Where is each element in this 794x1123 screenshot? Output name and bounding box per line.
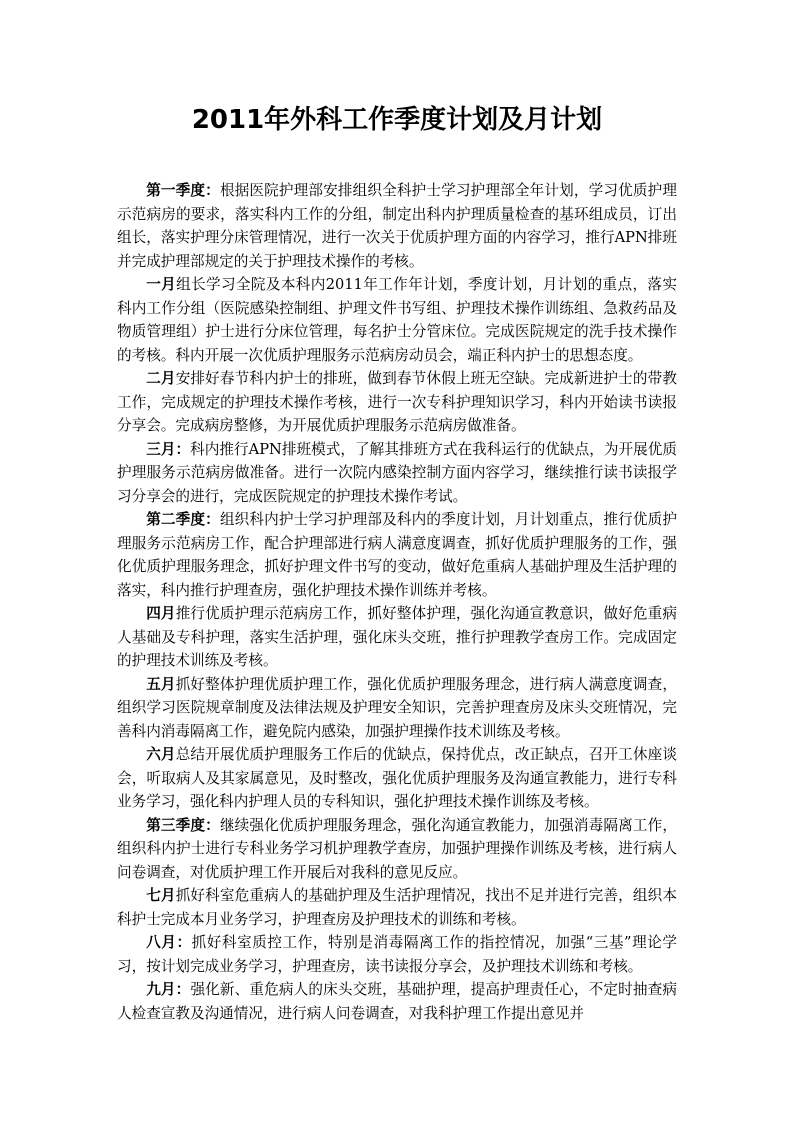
- month-label: 七月: [146, 887, 176, 904]
- paragraph-text: 安排好春节科内护士的排班，做到春节休假上班无空缺。完成新进护士的带教工作，完成规定的护理技术操作考核，进行一次专科护理知识学习，科内开始读书读报分享会。完成病房整修，为开展优质护理服务示范病房做准备。: [117, 370, 677, 434]
- paragraph-aug: [117, 931, 677, 978]
- paragraph-text: 强化新、重危病人的床头交班，基础护理，提高护理责任心，不定时抽查病人检查宣教及沟通情况，进行病人问卷调查，对我科护理工作提出意见并: [117, 981, 677, 1022]
- month-label: 四月: [146, 605, 176, 622]
- paragraph-may: [117, 673, 677, 744]
- paragraph-text: 抓好整体护理优质护理工作，强化优质护理服务理念，进行病人满意度调查，组织学习医院规章制度及法律法规及护理安全知识，完善护理查房及床头交班情况，完善科内消毒隔离工作，避免院内感染，加强护理操作技术训练及考核。: [117, 675, 677, 740]
- paragraph-feb: [117, 367, 677, 438]
- paragraph-text: 组长学习全院及本科内2011年工作年计划，季度计划，月计划的重点，落实科内工作分组（医院感染控制组、护理文件书写组、护理技术操作训练组、急救药品及物质管理组）护士进行分床位管理，每名护士分管床位。完成医院规定的洗手技术操作的考核。科内开展一次优质护理服务示范病房动员会，端正科内护士的思想态度。: [117, 276, 677, 364]
- section-label: 第二季度：: [146, 511, 220, 528]
- paragraph-text: 抓好科室危重病人的基础护理及生活护理情况，找出不足并进行完善，组织本科护士完成本月业务学习，护理查房及护理技术的训练和考核。: [117, 887, 677, 928]
- paragraph-text: 根据医院护理部安排组织全科护士学习护理部全年计划，学习优质护理示范病房的要求，落实科内工作的分组，制定出科内护理质量检查的基环组成员，订出组长，落实护理分床管理情况，进行一次关于优质护理方面的内容学习，推行APN排班并完成护理部规定的关于护理技术操作的考核。: [117, 182, 677, 270]
- month-label: 一月: [146, 276, 177, 293]
- paragraph-text: 组织科内护士学习护理部及科内的季度计划，月计划重点，推行优质护理服务示范病房工作，配合护理部进行病人满意度调查，抓好优质护理服务的工作，强化优质护理服务理念，抓好护理文件书写的变动，做好危重病人基础护理及生活护理的落实，科内推行护理查房，强化护理技术操作训练并考核。: [117, 511, 677, 599]
- month-label: 三月：: [146, 440, 191, 458]
- paragraph-text: 继续强化优质护理服务理念，强化沟通宣教能力，加强消毒隔离工作，组织科内护士进行专科业务学习机护理教学查房，加强护理操作训练及考核，进行病人问卷调查，对优质护理工作开展后对我科的意见反应。: [117, 816, 677, 881]
- paragraph-text: 抓好科室质控工作，特别是消毒隔离工作的指控情况，加强“三基”理论学习，按计划完成业务学习，护理查房，读书读报分享会，及护理技术训练和考核。: [117, 934, 677, 975]
- month-label: 二月: [146, 370, 176, 387]
- section-label: 第一季度：: [146, 182, 220, 199]
- month-label: 九月：: [146, 981, 191, 998]
- month-label: 八月：: [146, 934, 192, 951]
- month-label: 五月: [146, 675, 176, 693]
- paragraph-q2: [117, 508, 677, 602]
- document-body: [117, 179, 677, 1025]
- paragraph-text: 推行优质护理示范病房工作，抓好整体护理，强化沟通宣教意识，做好危重病人基础及专科护理，落实生活护理，强化床头交班，推行护理教学查房工作。完成固定的护理技术训练及考核。: [117, 605, 677, 669]
- paragraph-text: 总结开展优质护理服务工作后的优缺点，保持优点，改正缺点，召开工休座谈会，听取病人及其家属意见，及时整改，强化优质护理服务及沟通宣教能力，进行专科业务学习，强化科内护理人员的专科知识，强化护理技术操作训练及考核。: [117, 746, 677, 810]
- paragraph-jun: [117, 743, 677, 814]
- month-label: 六月: [146, 746, 176, 763]
- paragraph-sep: [117, 978, 677, 1025]
- paragraph-q3: [117, 814, 677, 885]
- paragraph-text: 科内推行APN排班模式，了解其排班方式在我科运行的优缺点，为开展优质护理服务示范病房做准备。进行一次院内感染控制方面内容学习，继续推行读书读报学习分享会的进行，完成医院规定的护理技术操作考试。: [117, 440, 677, 505]
- paragraph-q1: [117, 179, 677, 273]
- paragraph-jul: [117, 884, 677, 931]
- document-title: 2011年外科工作季度计划及月计划: [191, 105, 603, 135]
- paragraph-jan: [117, 273, 677, 367]
- paragraph-mar: [117, 438, 677, 509]
- section-label: 第三季度：: [146, 816, 220, 834]
- paragraph-apr: [117, 602, 677, 673]
